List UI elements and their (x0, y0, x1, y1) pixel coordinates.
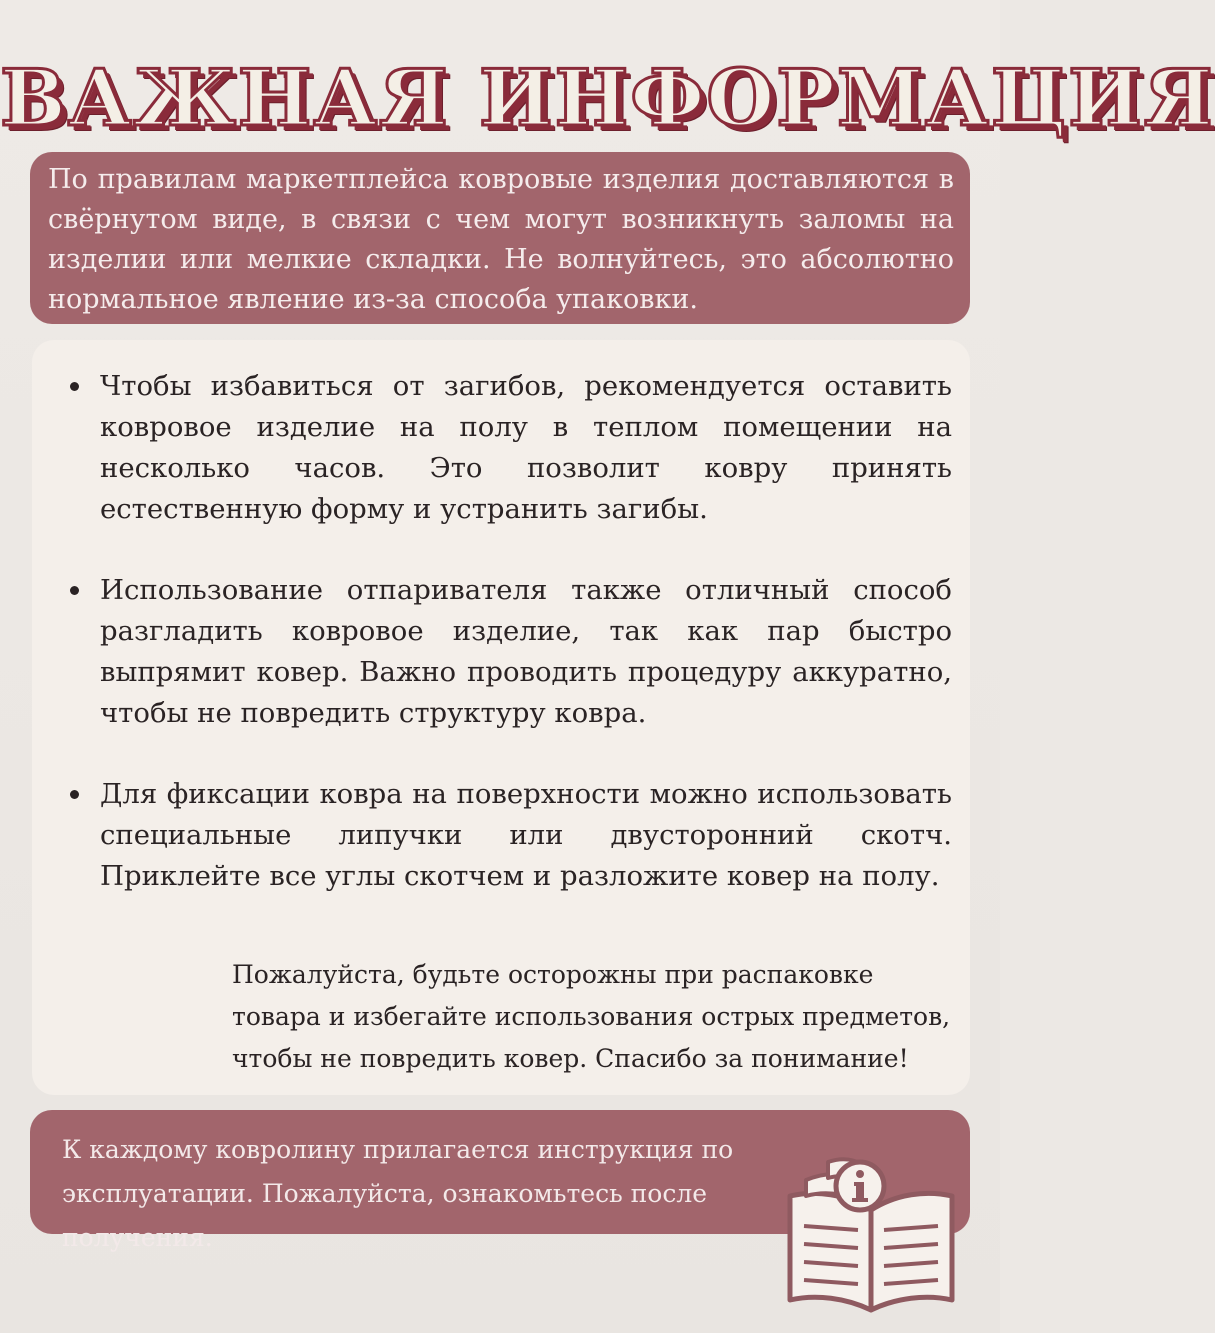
bullet-icon (70, 382, 79, 391)
page-title: ВАЖНАЯ ИНФОРМАЦИЯ (0, 53, 1215, 144)
tip-text: Чтобы избавиться от загибов, рекомендуется оставить ковровое изделие на полу в теплом помещении на несколько часов. Это позволит ковру принять естественную форму и устранить загибы. (100, 370, 952, 525)
bullet-icon (70, 586, 79, 595)
tips-list (62, 366, 952, 897)
tip-text: Использование отпаривателя также отличный способ разгладить ковровое изделие, так как пар быстро выпрямит ковер. Важно проводить процедуру аккуратно, чтобы не повредить структуру ковра. (100, 574, 952, 729)
intro-banner (30, 152, 970, 324)
footer-text: К каждому ковролину прилагается инструкция по эксплуатации. Пожалуйста, ознакомьтесь после получения. (62, 1135, 734, 1252)
closing-note: Пожалуйста, будьте осторожны при распаковке товара и избегайте использования острых предметов, чтобы не повредить ковер. Спасибо за понимание! (232, 960, 951, 1073)
tips-card (32, 340, 970, 1095)
intro-text: По правилам маркетплейса ковровые изделия доставляются в свёрнутом виде, в связи с чем могут возникнуть заломы на изделии или мелкие складки. Не волнуйтесь, это абсолютно нормальное явление из-за способа упаковки. (48, 164, 954, 315)
tip-text: Для фиксации ковра на поверхности можно использовать специальные липучки или двусторонний скотч. Приклейте все углы скотчем и разложите ковер на полу. (100, 778, 952, 892)
open-book-info-icon (776, 1150, 966, 1310)
tip-item (62, 570, 952, 734)
bullet-icon (70, 790, 79, 799)
tip-item (62, 774, 952, 897)
tip-item (62, 366, 952, 530)
